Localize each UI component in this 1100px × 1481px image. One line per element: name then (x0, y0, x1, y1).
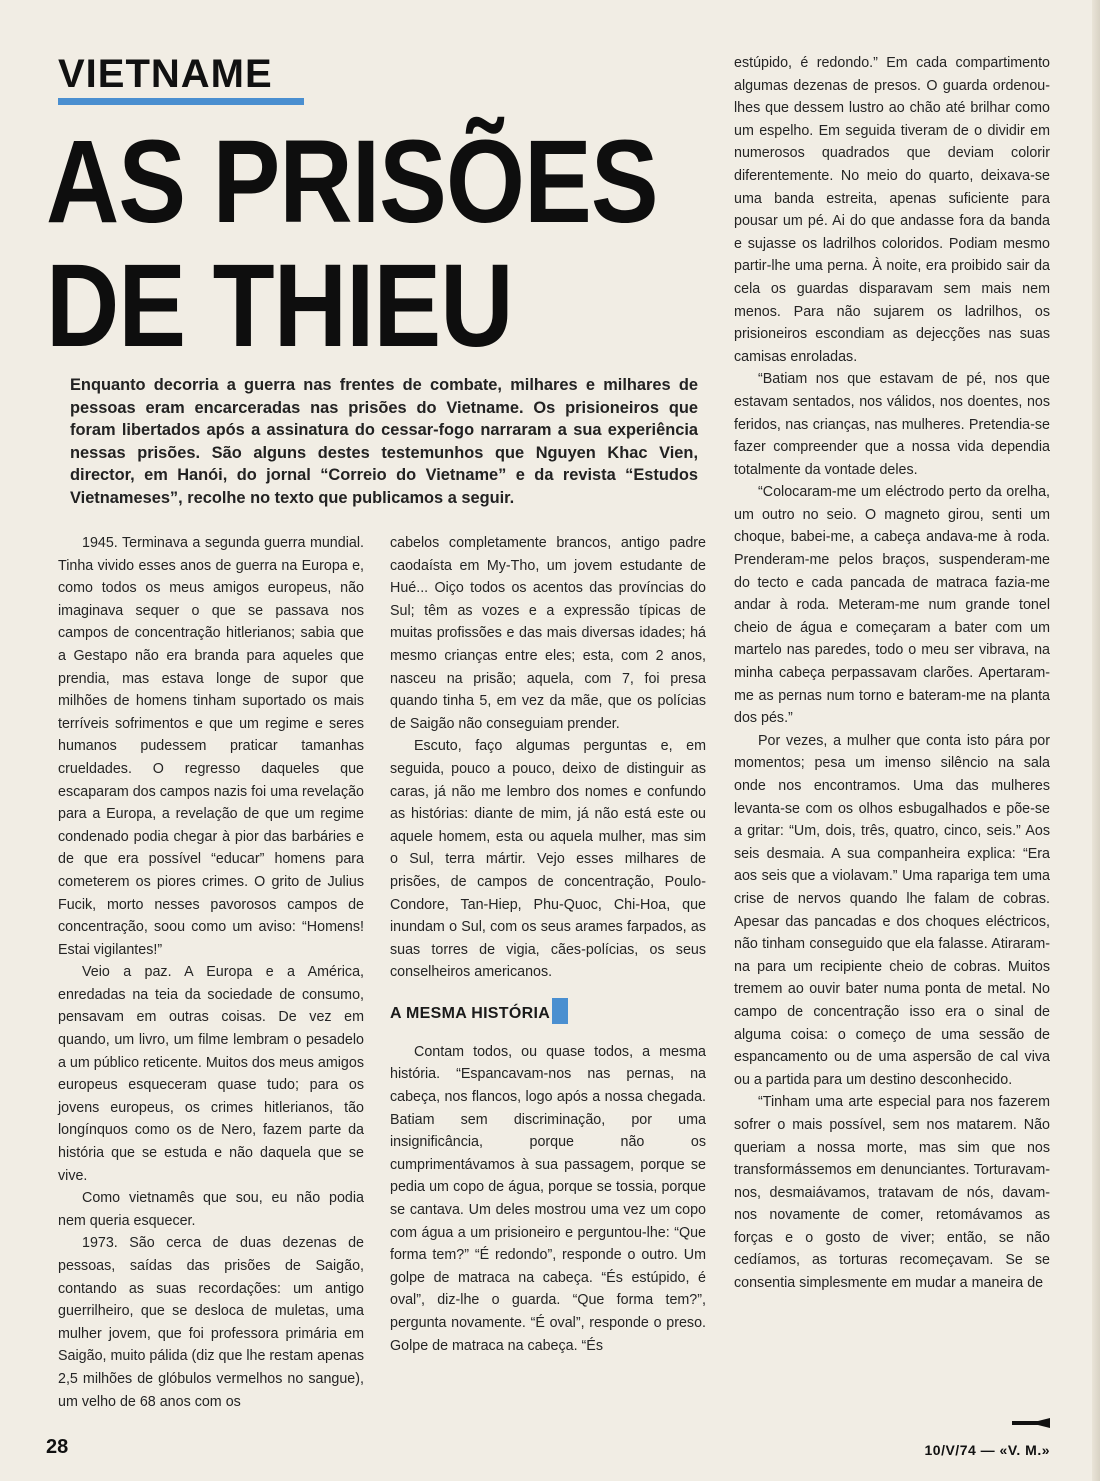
body-column-2 (390, 532, 706, 1357)
section-rule (58, 98, 304, 105)
section-title: VIETNAME (58, 52, 273, 96)
paragraph: 1973. São cerca de duas dezenas de pessoas, saídas das prisões de Saigão, contando as suas recordações: um antigo guerrilheiro, que se desloca de muletas, uma mulher jovem, que foi professora primária em Saigão, muito pálida (diz que lhe restam apenas 2,5 milhões de glóbulos vermelhos no sangue), um velho de 68 anos com os (58, 1235, 364, 1410)
headline-line-1: AS PRISÕES (46, 116, 658, 248)
page-number: 28 (46, 1436, 69, 1458)
body-column-1 (58, 532, 364, 1413)
body-column-3 (734, 52, 1050, 1295)
headline-line-2: DE THIEU (46, 240, 513, 372)
paragraph: Por vezes, a mulher que conta isto pára por momentos; pesa um imenso silêncio na sala onde nos encontramos. Uma das mulheres levanta-se com os olhos esbugalhados e põe-se a gritar: “Um, dois, três, quatro, cinco, seis.” Aos seis desmaia. A sua companheira explica: “Era aos seis que a violavam.” Uma rapariga tem uma crise de nervos quando lhe falam de cobras. Apesar das pancadas e dos choques eléctricos, não tinham conseguido que ela falasse. Atiraram-na para um recipiente cheio de cobras. Muitos tremem ao ouvir bater numa ponta de metal. No campo de concentração isso era o sinal de alguma coisa: o começo de uma sessão de espancamento ou de uma aspersão de cal viva ou a partida para um destino desconhecido. (734, 732, 1050, 1088)
scan-edge (1092, 0, 1100, 1481)
paragraph: Escuto, faço algumas perguntas e, em seguida, pouco a pouco, deixo de distinguir as caras, já não me lembro dos nomes e confundo as histórias: diante de mim, já não está este ou aquele homem, esta ou aquela mulher, mas sim o Sul, terra mártir. Vejo esses milhares de prisões, de campos de concentração, Poulo-Condore, Tan-Hiep, Phu-Quoc, Chi-Hoa, que inundam o Sul, com os seus arames farpados, as suas torres de vigia, cães-polícias, os seus conselheiros americanos. (390, 738, 706, 981)
paragraph: Como vietnamês que sou, eu não podia nem queria esquecer. (58, 1190, 364, 1229)
paragraph: cabelos completamente brancos, antigo padre caodaísta em My-Tho, um jovem estudante de Hué... Oiço todos os acentos das províncias do Sul; têm as vozes e a expressão típicas de muitas profissões e das mais diversas idades; há mesmo crianças entre eles; esta, com 2 anos, nasceu na prisão; aquela, com 7, foi presa quando tinha 5, em vez da mãe, que os polícias de Saigão não conseguiam prender. (390, 535, 706, 732)
subheading-text: A MESMA HISTÓRIA (390, 1004, 551, 1022)
issue-reference: 10/V/74 — «V. M.» (924, 1442, 1050, 1458)
subheading-marker (552, 998, 568, 1024)
paragraph: Veio a paz. A Europa e a América, enredadas na teia da sociedade de consumo, pensavam em outras coisas. De vez em quando, um livro, um filme lembram o pesadelo a um público reticente. Muitos dos meus amigos europeus esqueceram quase tudo; para os jovens europeus, os crimes hitlerianos, tão longínquos como os de Nero, fazem parte da história que se estuda e não daquela que se vive. (58, 964, 364, 1184)
paragraph: “Tinham uma arte especial para nos fazerem sofrer o mais possível, sem nos matarem. Não queriam a nossa morte, mas sim que nos transformássemos em denunciantes. Torturavam-nos, desmaiávamos, tratavam de nós, davam-nos novamente de comer, retomávamos as forças e o gosto de viver; então, se não cedíamos, as torturas recomeçavam. Se se consentia simplesmente em mudar a maneira de (734, 1094, 1050, 1292)
paragraph: Contam todos, ou quase todos, a mesma história. “Espancavam-nos nas pernas, na cabeça, nos flancos, logo após a nossa chegada. Batiam sem discriminação, por uma insignificância, porque não os cumprimentávamos à sua passagem, porque se pedia um copo de água, porque se tossia, porque se cantava. Um deles mostrou uma vez um copo com água a um prisioneiro e perguntou-lhe: “Que forma tem?” “É redondo”, responde o outro. Um golpe de matraca na cabeça. “És estúpido, é oval”, diz-lhe o guarda. “Que forma tem?”, pergunta novamente. “É oval”, responde o preso. Golpe de matraca na cabeça. “És (390, 1043, 706, 1354)
continue-arrow-icon (1012, 1418, 1050, 1428)
paragraph: “Colocaram-me um eléctrodo perto da orelha, um outro no seio. O magneto girou, senti um choque, babei-me, a cabeça andava-me à roda. Prenderam-me pelos braços, suspenderam-me do tecto e cada pancada de matraca fazia-me andar à roda. Meteram-me num grande tonel cheio de água e começaram a bater com um martelo nas paredes, todo o meu ser vibrava, na minha cabeça perpassavam clarões. Apertaram-me as pernas num torno e bateram-me na planta dos pés.” (734, 484, 1050, 727)
paragraph: 1945. Terminava a segunda guerra mundial. Tinha vivido esses anos de guerra na Europa e, como todos os meus amigos europeus, não imaginava sequer o que se passava nos campos de concentração hitlerianos; sabia que a Gestapo não era branda para aqueles que prendia, mas estava longe de supor que milhões de homens tinham suportado os mais terríveis sofrimentos e que um regime e seres humanos pudessem praticar tamanhas crueldades. O regresso daqueles que escaparam dos campos nazis foi uma revelação para a Europa, a revelação de que um regime condenado podia chegar à pior das barbáries e de que era possível “educar” homens para cometerem os piores crimes. O grito de Julius Fucik, morto nesses pavorosos campos de concentração, soou como um aviso: “Homens! Estai vigilantes!” (58, 535, 364, 958)
subheading (390, 998, 706, 1025)
paragraph: “Batiam nos que estavam de pé, nos que estavam sentados, nos válidos, nos doentes, nos feridos, nas crianças, nas mulheres. Pretendia-se fazer compreender que a nossa vida dependia totalmente da vontade deles. (734, 371, 1050, 478)
headline (46, 116, 658, 372)
paragraph: estúpido, é redondo.” Em cada compartimento algumas dezenas de presos. O guarda ordenou-lhes que dessem lustro ao chão até brilhar como um espelho. Em seguida tiveram de o dividir em numerosos quadrados que deviam colorir diferentemente. No meio do quarto, deixava-se uma banda estreita, apenas suficiente para pousar um pé. Ai do que andasse fora da banda e sujasse os ladrilhos coloridos. Podiam mesmo partir-lhe uma perna. À noite, era proibido sair da cela os guardas disparavam sem mais nem menos. Para não sujarem os ladrilhos, os prisioneiros escondiam as dejecções nas suas camisas enroladas. (734, 55, 1050, 365)
lead-paragraph: Enquanto decorria a guerra nas frentes de combate, milhares e milhares de pessoas eram encarceradas nas prisões do Vietname. Os prisioneiros que foram libertados após a assinatura do cessar-fogo narraram a sua experiência nessas prisões. São alguns destes testemunhos que Nguyen Khac Vien, director, em Hanói, do jornal “Correio do Vietname” e da revista “Estudos Vietnameses”, recolhe no texto que publicamos a seguir. (70, 376, 698, 507)
